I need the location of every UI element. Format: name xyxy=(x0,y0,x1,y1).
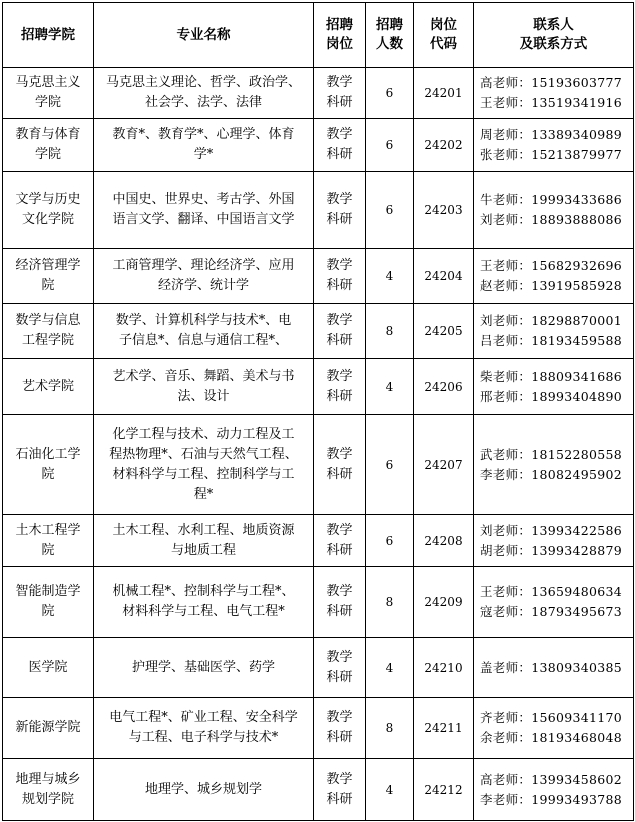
majors-cell: 护理学、基础医学、药学 xyxy=(94,638,314,698)
contacts-cell: 齐老师：15609341170 余老师：18193468048 xyxy=(474,698,634,759)
count-cell: 6 xyxy=(366,515,414,567)
table-row xyxy=(3,68,634,119)
majors-cell: 土木工程、水利工程、地质资源 与地质工程 xyxy=(94,515,314,567)
college-cell: 教育与体育 学院 xyxy=(3,119,94,172)
header-code: 岗位 代码 xyxy=(414,3,474,68)
count-cell: 6 xyxy=(366,415,414,515)
majors-cell: 地理学、城乡规划学 xyxy=(94,759,314,821)
contacts-cell: 牛老师：19993433686 刘老师：18893888086 xyxy=(474,172,634,249)
college-cell: 马克思主义 学院 xyxy=(3,68,94,119)
majors-cell: 中国史、世界史、考古学、外国 语言文学、翻译、中国语言文学 xyxy=(94,172,314,249)
count-cell: 6 xyxy=(366,68,414,119)
header-college: 招聘学院 xyxy=(3,3,94,68)
college-cell: 数学与信息 工程学院 xyxy=(3,304,94,359)
college-cell: 土木工程学 院 xyxy=(3,515,94,567)
position-cell: 教学 科研 xyxy=(314,359,366,415)
majors-cell: 机械工程*、控制科学与工程*、 材料科学与工程、电气工程* xyxy=(94,567,314,638)
header-majors: 专业名称 xyxy=(94,3,314,68)
table-row xyxy=(3,119,634,172)
count-cell: 4 xyxy=(366,249,414,304)
majors-cell: 工商管理学、理论经济学、应用 经济学、统计学 xyxy=(94,249,314,304)
position-cell: 教学 科研 xyxy=(314,172,366,249)
contacts-cell: 刘老师：18298870001 吕老师：18193459588 xyxy=(474,304,634,359)
code-cell: 24203 xyxy=(414,172,474,249)
college-cell: 智能制造学 院 xyxy=(3,567,94,638)
header-position: 招聘 岗位 xyxy=(314,3,366,68)
table-row xyxy=(3,304,634,359)
count-cell: 8 xyxy=(366,698,414,759)
count-cell: 6 xyxy=(366,172,414,249)
header-contacts: 联系人 及联系方式 xyxy=(474,3,634,68)
table-row xyxy=(3,359,634,415)
code-cell: 24207 xyxy=(414,415,474,515)
table-row xyxy=(3,638,634,698)
position-cell: 教学 科研 xyxy=(314,638,366,698)
contacts-cell: 武老师：18152280558 李老师：18082495902 xyxy=(474,415,634,515)
position-cell: 教学 科研 xyxy=(314,415,366,515)
contacts-cell: 王老师：15682932696 赵老师：13919585928 xyxy=(474,249,634,304)
position-cell: 教学 科研 xyxy=(314,698,366,759)
code-cell: 24212 xyxy=(414,759,474,821)
count-cell: 8 xyxy=(366,304,414,359)
position-cell: 教学 科研 xyxy=(314,119,366,172)
code-cell: 24211 xyxy=(414,698,474,759)
college-cell: 经济管理学 院 xyxy=(3,249,94,304)
contacts-cell: 王老师：13659480634 寇老师：18793495673 xyxy=(474,567,634,638)
majors-cell: 电气工程*、矿业工程、安全科学 与工程、电子科学与技术* xyxy=(94,698,314,759)
code-cell: 24204 xyxy=(414,249,474,304)
code-cell: 24210 xyxy=(414,638,474,698)
college-cell: 艺术学院 xyxy=(3,359,94,415)
contacts-cell: 高老师：13993458602 李老师：19993493788 xyxy=(474,759,634,821)
contacts-cell: 高老师：15193603777 王老师：13519341916 xyxy=(474,68,634,119)
contacts-cell: 盖老师：13809340385 xyxy=(474,638,634,698)
position-cell: 教学 科研 xyxy=(314,249,366,304)
code-cell: 24209 xyxy=(414,567,474,638)
table-row xyxy=(3,172,634,249)
table-row xyxy=(3,415,634,515)
college-cell: 地理与城乡 规划学院 xyxy=(3,759,94,821)
header-count: 招聘 人数 xyxy=(366,3,414,68)
contacts-cell: 周老师：13389340989 张老师：15213879977 xyxy=(474,119,634,172)
code-cell: 24202 xyxy=(414,119,474,172)
position-cell: 教学 科研 xyxy=(314,567,366,638)
college-cell: 新能源学院 xyxy=(3,698,94,759)
table-row xyxy=(3,698,634,759)
majors-cell: 数学、计算机科学与技术*、电 子信息*、信息与通信工程*、 xyxy=(94,304,314,359)
count-cell: 4 xyxy=(366,759,414,821)
contacts-cell: 柴老师：18809341686 邢老师：18993404890 xyxy=(474,359,634,415)
count-cell: 6 xyxy=(366,119,414,172)
majors-cell: 马克思主义理论、哲学、政治学、 社会学、法学、法律 xyxy=(94,68,314,119)
code-cell: 24205 xyxy=(414,304,474,359)
position-cell: 教学 科研 xyxy=(314,759,366,821)
table-row xyxy=(3,759,634,821)
college-cell: 文学与历史 文化学院 xyxy=(3,172,94,249)
count-cell: 4 xyxy=(366,638,414,698)
position-cell: 教学 科研 xyxy=(314,68,366,119)
count-cell: 8 xyxy=(366,567,414,638)
table-row xyxy=(3,567,634,638)
majors-cell: 教育*、教育学*、心理学、体育 学* xyxy=(94,119,314,172)
majors-cell: 艺术学、音乐、舞蹈、美术与书 法、设计 xyxy=(94,359,314,415)
code-cell: 24208 xyxy=(414,515,474,567)
table-row xyxy=(3,249,634,304)
college-cell: 医学院 xyxy=(3,638,94,698)
table-row xyxy=(3,515,634,567)
college-cell: 石油化工学 院 xyxy=(3,415,94,515)
position-cell: 教学 科研 xyxy=(314,304,366,359)
code-cell: 24201 xyxy=(414,68,474,119)
position-cell: 教学 科研 xyxy=(314,515,366,567)
majors-cell: 化学工程与技术、动力工程及工 程热物理*、石油与天然气工程、 材料科学与工程、控制科学与工 程* xyxy=(94,415,314,515)
code-cell: 24206 xyxy=(414,359,474,415)
recruitment-table xyxy=(2,2,634,821)
count-cell: 4 xyxy=(366,359,414,415)
header-row xyxy=(3,3,634,68)
contacts-cell: 刘老师：13993422586 胡老师：13993428879 xyxy=(474,515,634,567)
